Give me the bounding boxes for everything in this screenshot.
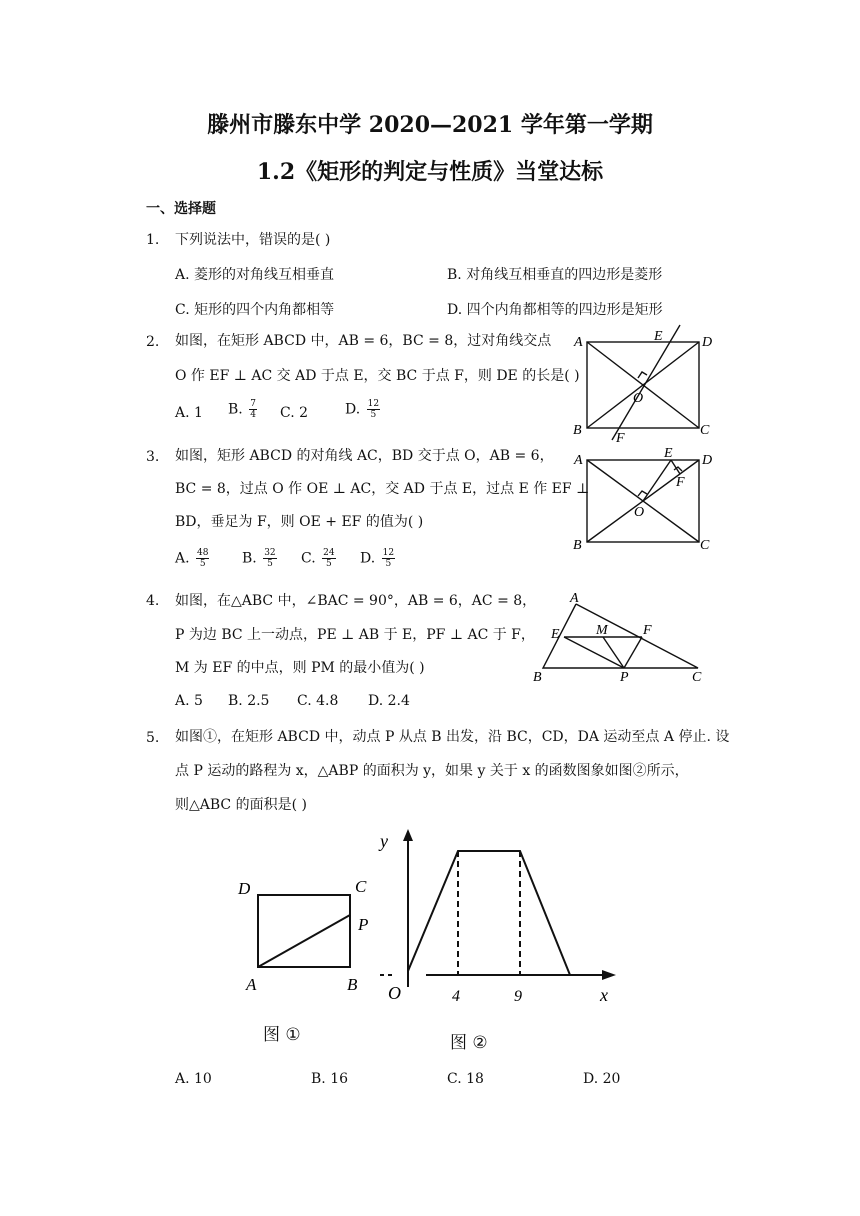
- tick-label-4: 4: [452, 988, 460, 1005]
- fig-label-c: C: [700, 423, 710, 438]
- denominator: 5: [325, 559, 332, 569]
- question-2-number: 2.: [146, 334, 160, 350]
- question-5-option-a[interactable]: A. 10: [175, 1071, 212, 1087]
- question-1-option-a[interactable]: A. 菱形的对角线互相垂直: [175, 267, 335, 283]
- fig-label-p: P: [358, 915, 369, 934]
- question-5-option-b[interactable]: B. 16: [311, 1071, 349, 1087]
- fraction: [367, 399, 380, 420]
- numerator: 48: [197, 548, 209, 558]
- question-3-line-3: BD，垂足为 F，则 OE + EF 的值为( ): [175, 514, 424, 530]
- denominator: 5: [370, 410, 377, 420]
- question-3-line-2: BC = 8，过点 O 作 OE ⊥ AC，交 AD 于点 E，过点 E 作 EF ⊥: [175, 481, 590, 497]
- numerator: 12: [382, 548, 395, 558]
- fig-label-c: C: [692, 670, 702, 685]
- fraction: [249, 399, 257, 420]
- question-4-option-d[interactable]: D. 2.4: [368, 693, 410, 709]
- question-4-line-2: P 为边 BC 上一动点，PE ⊥ AB 于 E，PF ⊥ AC 于 F，: [175, 627, 535, 643]
- fig-label-b: B: [533, 670, 542, 685]
- question-2-option-d[interactable]: [345, 399, 382, 420]
- question-5-figure-1: [230, 870, 380, 1000]
- option-label: C.: [301, 550, 316, 567]
- tick-label-9: 9: [514, 988, 522, 1005]
- question-2-figure: [568, 322, 718, 444]
- document-title: 滕州市滕东中学 2020—2021 学年第一学期: [207, 112, 653, 138]
- fig-label-m: M: [596, 623, 608, 638]
- question-1-number: 1.: [146, 232, 160, 248]
- numerator: 12: [367, 399, 380, 409]
- question-3-option-d[interactable]: [360, 548, 397, 569]
- fig-label-a: A: [570, 591, 579, 606]
- question-5-option-c[interactable]: C. 18: [447, 1071, 484, 1087]
- fig-label-a: A: [246, 975, 257, 994]
- numerator: 32: [264, 548, 276, 558]
- fraction: [263, 548, 276, 569]
- fig-label-f: F: [616, 431, 625, 444]
- question-5-figure-2: [370, 825, 630, 1015]
- question-4-option-b[interactable]: B. 2.5: [228, 693, 270, 709]
- fig-label-o: O: [634, 505, 645, 520]
- denominator: 4: [250, 410, 256, 420]
- question-5-line-2: 点 P 运动的路程为 x，△ABP 的面积为 y，如果 y 关于 x 的函数图象如图②所示，: [175, 763, 689, 779]
- figure-2-caption: 图 ②: [450, 1033, 488, 1053]
- question-1-stem: 下列说法中，错误的是( ): [175, 232, 331, 248]
- denominator: 5: [267, 559, 273, 569]
- question-3-option-b[interactable]: [242, 548, 279, 569]
- axis-label-y: y: [380, 831, 388, 851]
- question-1-option-d[interactable]: D. 四个内角都相等的四边形是矩形: [447, 302, 663, 318]
- question-1-option-b[interactable]: B. 对角线互相垂直的四边形是菱形: [447, 267, 663, 283]
- question-4-option-a[interactable]: A. 5: [175, 693, 203, 709]
- fig-label-b: B: [573, 538, 582, 553]
- origin-label: O: [388, 983, 401, 1003]
- question-2-line-1: 如图，在矩形 ABCD 中，AB = 6，BC = 8，过对角线交点: [175, 333, 552, 349]
- fig-label-e: E: [664, 446, 673, 461]
- question-3-option-a[interactable]: [175, 548, 211, 569]
- question-5-line-3: 则△ABC 的面积是( ): [175, 797, 307, 813]
- fig-label-b: B: [573, 423, 582, 438]
- fig-label-c: C: [700, 538, 710, 553]
- question-4-line-1: 如图，在△ABC 中，∠BAC = 90°，AB = 6，AC = 8，: [175, 593, 537, 609]
- fig-label-a: A: [574, 335, 583, 350]
- fig-label-d: D: [238, 879, 251, 898]
- document-subtitle: 1.2《矩形的判定与性质》当堂达标: [256, 159, 604, 185]
- figure-1-caption: 图 ①: [263, 1025, 301, 1045]
- fig-label-p: P: [620, 670, 629, 685]
- question-3-figure: [568, 440, 718, 558]
- fraction: [382, 548, 395, 569]
- fig-label-c: C: [355, 877, 367, 896]
- question-5-number: 5.: [146, 730, 160, 746]
- question-5-option-d[interactable]: D. 20: [583, 1071, 621, 1087]
- fig-label-e: E: [654, 329, 663, 344]
- option-label: D.: [345, 401, 361, 418]
- question-4-figure: [528, 586, 718, 686]
- fig-label-e: E: [551, 627, 560, 642]
- fig-label-f: F: [676, 475, 685, 490]
- option-label: B.: [242, 550, 257, 567]
- denominator: 5: [385, 559, 392, 569]
- option-label: B.: [228, 401, 243, 418]
- fig-label-d: D: [702, 335, 713, 350]
- question-5-line-1: 如图①，在矩形 ABCD 中，动点 P 从点 B 出发，沿 BC，CD，DA 运动至点 A 停止. 设: [175, 729, 730, 745]
- question-3-option-c[interactable]: [301, 548, 338, 569]
- question-2-option-c[interactable]: C. 2: [280, 405, 309, 421]
- question-4-number: 4.: [146, 593, 160, 609]
- question-3-number: 3.: [146, 449, 160, 465]
- question-4-line-3: M 为 EF 的中点，则 PM 的最小值为( ): [175, 660, 425, 676]
- fraction: [196, 548, 209, 569]
- option-label: A.: [175, 550, 190, 567]
- axis-label-x: x: [600, 985, 608, 1005]
- question-1-option-c[interactable]: C. 矩形的四个内角都相等: [175, 302, 335, 318]
- numerator: 7: [250, 399, 256, 409]
- fig-label-d: D: [702, 453, 713, 468]
- question-4-option-c[interactable]: C. 4.8: [297, 693, 339, 709]
- fig-label-b: B: [347, 975, 358, 994]
- question-2-line-2: O 作 EF ⊥ AC 交 AD 于点 E，交 BC 于点 F，则 DE 的长是( ): [175, 368, 580, 384]
- section-heading: 一、选择题: [146, 201, 216, 217]
- option-label: D.: [360, 550, 376, 567]
- question-3-line-1: 如图，矩形 ABCD 的对角线 AC，BD 交于点 O，AB = 6，: [175, 448, 554, 464]
- fraction: [322, 548, 335, 569]
- fig-label-a: A: [574, 453, 583, 468]
- denominator: 5: [199, 559, 206, 569]
- question-2-option-a[interactable]: A. 1: [175, 405, 203, 421]
- question-2-option-b[interactable]: [228, 399, 259, 420]
- numerator: 24: [323, 548, 335, 558]
- fig-label-o: O: [633, 391, 644, 406]
- fig-label-f: F: [643, 623, 652, 638]
